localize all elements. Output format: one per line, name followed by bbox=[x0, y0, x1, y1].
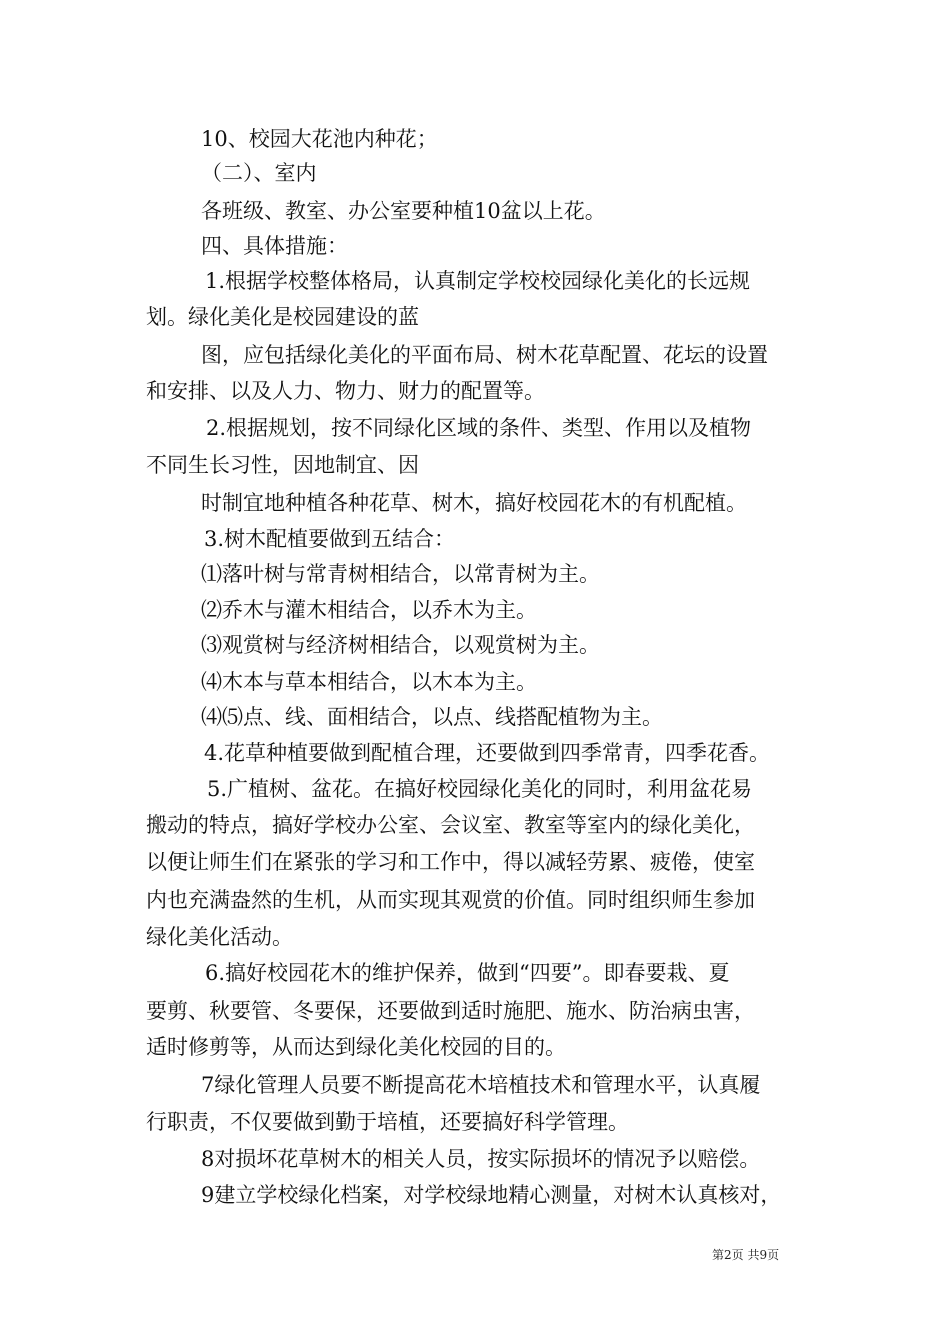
text-line: 适时修剪等，从而达到绿化美化校园的目的。 bbox=[146, 1035, 566, 1059]
text-line: 和安排、以及人力、物力、财力的配置等。 bbox=[146, 379, 545, 403]
text-line: 6.搞好校园花木的维护保养，做到“四要”。即春要栽、夏 bbox=[205, 961, 730, 985]
page-number-footer: 第2页 共9页 bbox=[712, 1248, 780, 1262]
text-line: 搬动的特点，搞好学校办公室、会议室、教室等室内的绿化美化， bbox=[146, 813, 755, 837]
text-line: ⑶观赏树与经济树相结合，以观赏树为主。 bbox=[201, 633, 600, 657]
text-line: 7绿化管理人员要不断提高花木培植技术和管理水平，认真履 bbox=[201, 1073, 761, 1097]
text-line: 各班级、教室、办公室要种植10盆以上花。 bbox=[201, 199, 606, 223]
text-line: 内也充满盎然的生机，从而实现其观赏的价值。同时组织师生参加 bbox=[146, 888, 755, 912]
text-line: 1.根据学校整体格局，认真制定学校校园绿化美化的长远规 bbox=[205, 269, 751, 293]
text-line: 9建立学校绿化档案，对学校绿地精心测量，对树木认真核对， bbox=[201, 1183, 782, 1207]
text-line: 4.花草种植要做到配植合理，还要做到四季常青，四季花香。 bbox=[204, 741, 771, 765]
text-line: 5.广植树、盆花。在搞好校园绿化美化的同时，利用盆花易 bbox=[207, 777, 753, 801]
text-line: ⑵乔木与灌木相结合，以乔木为主。 bbox=[201, 598, 537, 622]
text-line: 2.根据规划，按不同绿化区域的条件、类型、作用以及植物 bbox=[206, 416, 752, 440]
text-line: 行职责，不仅要做到勤于培植，还要搞好科学管理。 bbox=[146, 1110, 629, 1134]
text-line: 以便让师生们在紧张的学习和工作中，得以减轻劳累、疲倦，使室 bbox=[146, 850, 755, 874]
text-line: 划。绿化美化是校园建设的蓝 bbox=[146, 305, 419, 329]
text-line: 3.树木配植要做到五结合： bbox=[204, 527, 456, 551]
text-line: 要剪、秋要管、冬要保，还要做到适时施肥、施水、防治病虫害， bbox=[146, 999, 755, 1023]
text-line: ⑷⑸点、线、面相结合，以点、线搭配植物为主。 bbox=[201, 705, 663, 729]
text-line: 四、具体措施： bbox=[201, 234, 348, 258]
text-line: ⑴落叶树与常青树相结合，以常青树为主。 bbox=[201, 562, 600, 586]
text-line: （二）、室内 bbox=[201, 161, 317, 185]
text-line: 不同生长习性，因地制宜、因 bbox=[146, 453, 419, 477]
text-line: 绿化美化活动。 bbox=[146, 925, 293, 949]
text-line: 图，应包括绿化美化的平面布局、树木花草配置、花坛的设置 bbox=[201, 343, 768, 367]
text-line: 时制宜地种植各种花草、树木，搞好校园花木的有机配植。 bbox=[201, 491, 747, 515]
text-line: 8对损坏花草树木的相关人员，按实际损坏的情况予以赔偿。 bbox=[201, 1147, 761, 1171]
text-line: 10、校园大花池内种花； bbox=[201, 127, 438, 151]
text-line: ⑷木本与草本相结合，以木本为主。 bbox=[201, 670, 537, 694]
